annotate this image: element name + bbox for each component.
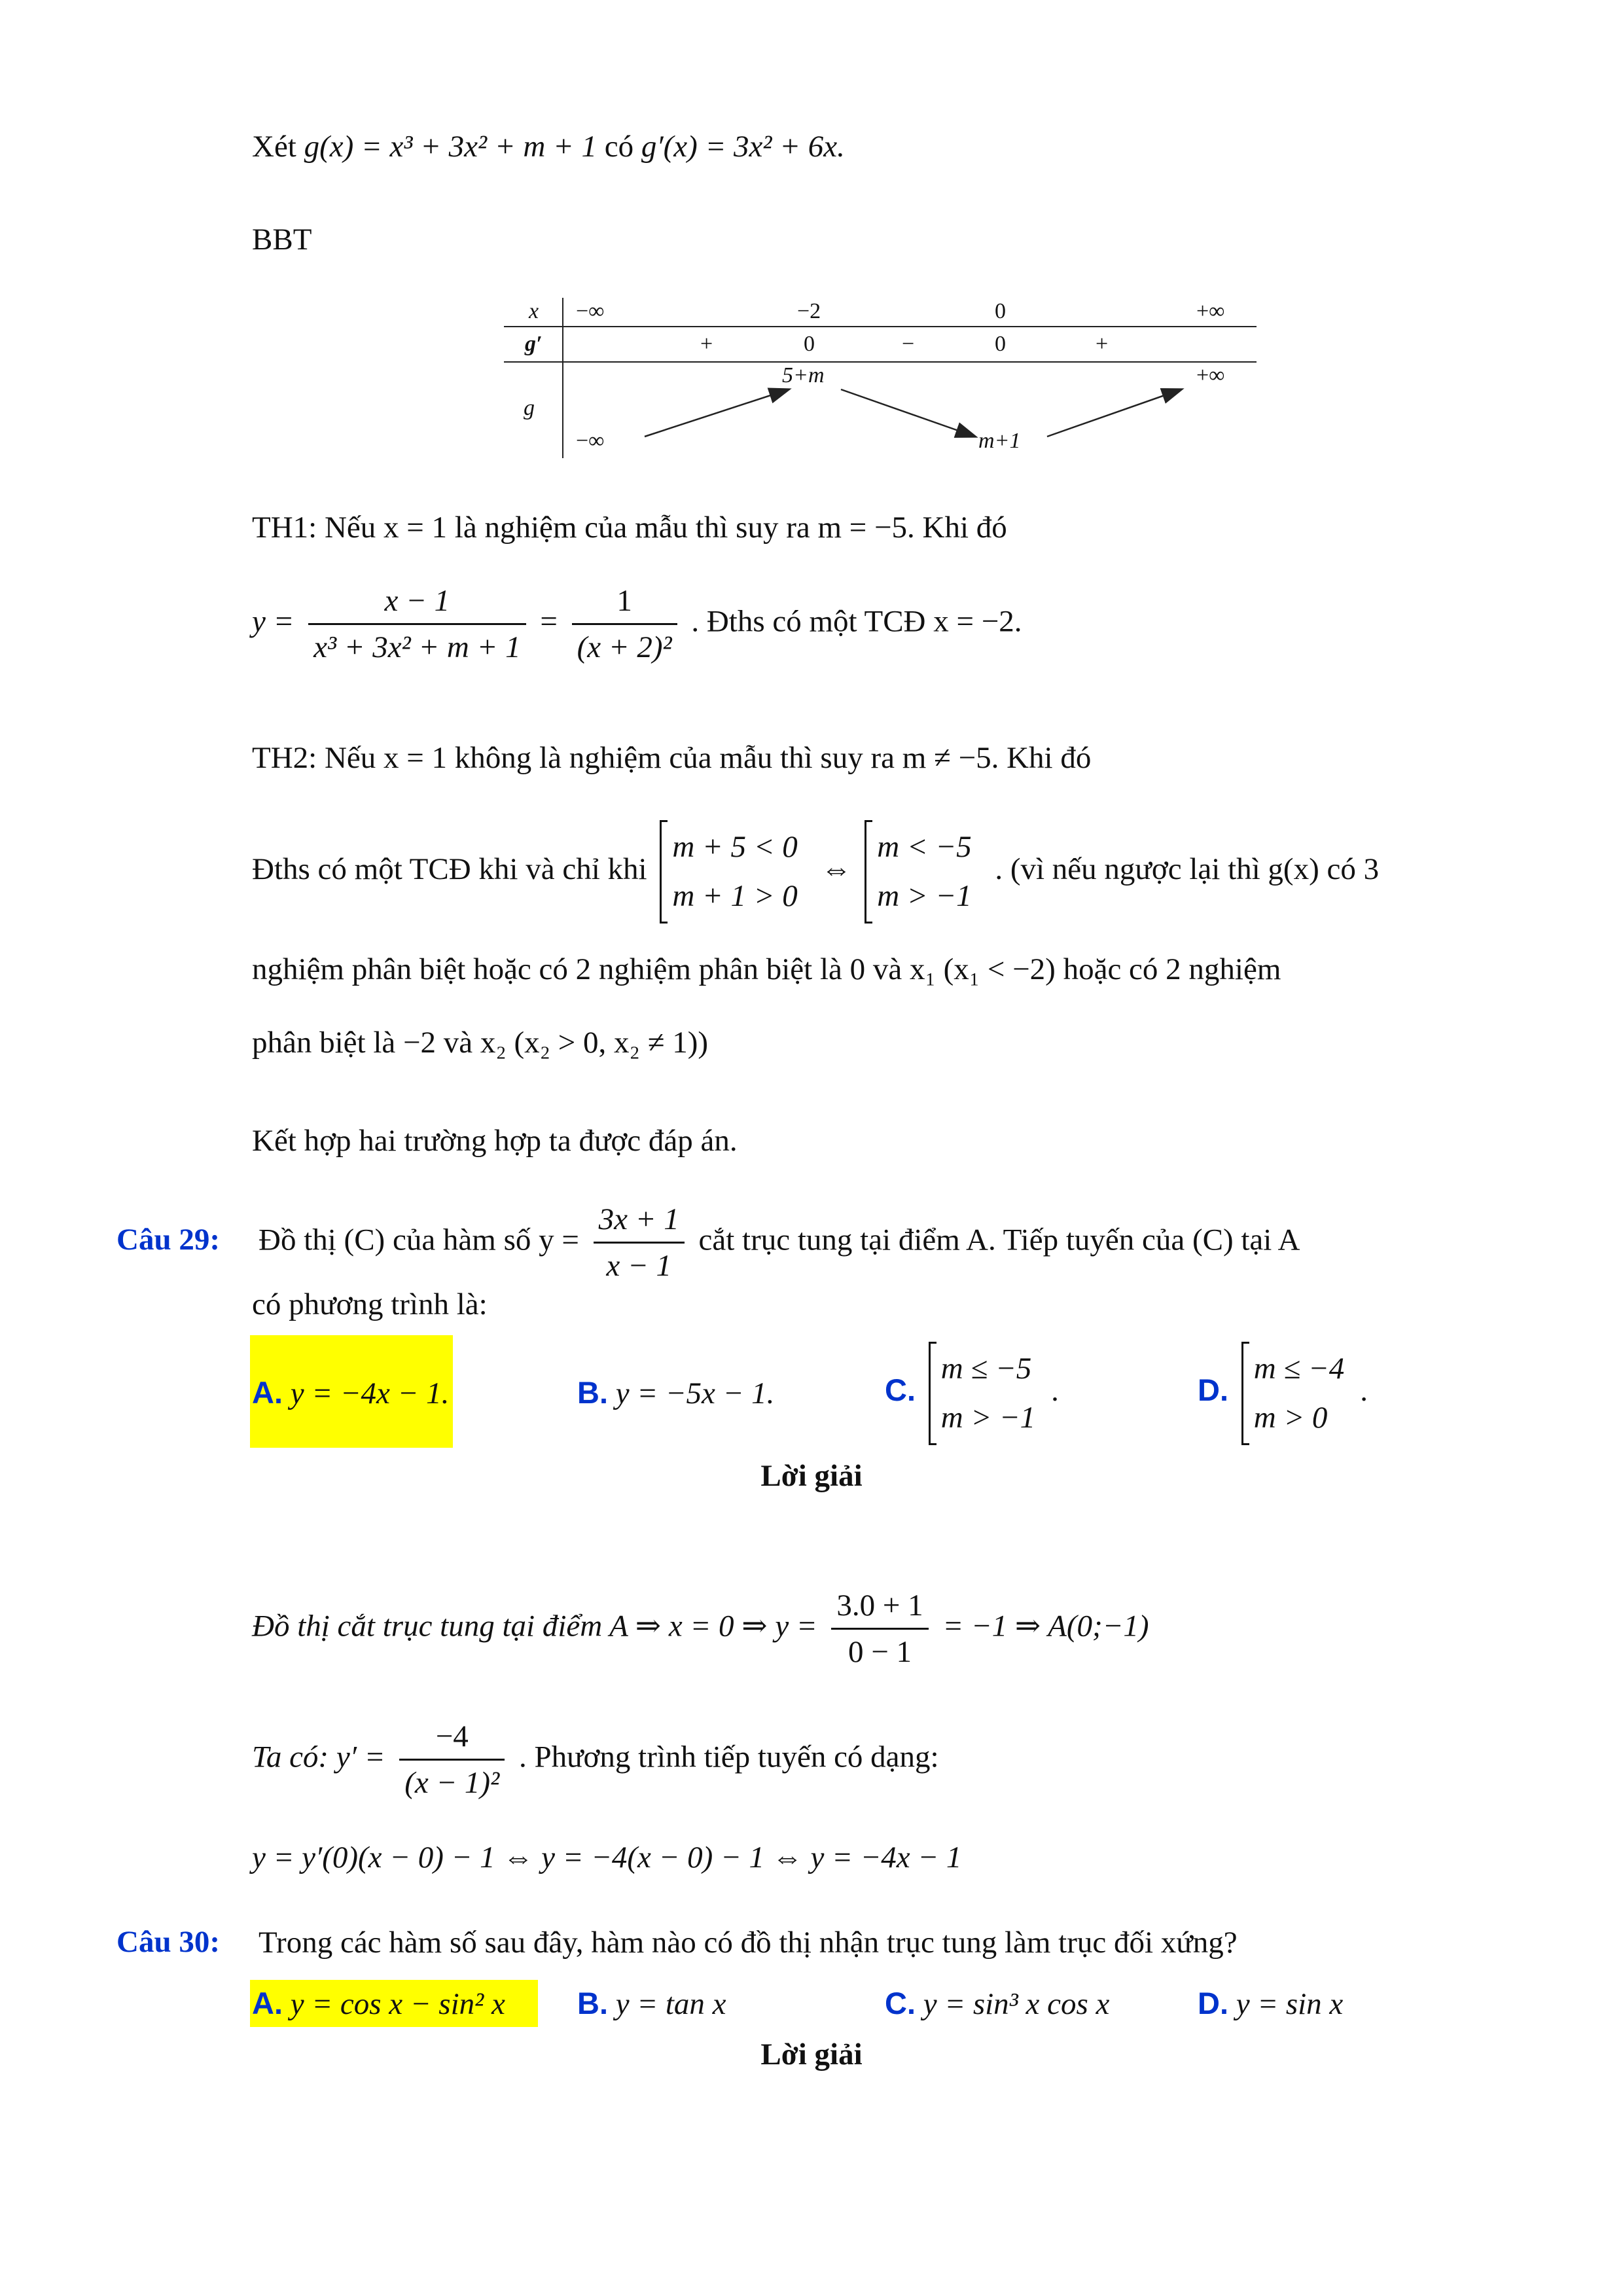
q29-sol2-frac bbox=[399, 1718, 505, 1802]
bbt-gp-plus-2: + bbox=[1096, 332, 1109, 356]
q30-c-label: C. bbox=[885, 1986, 916, 2020]
q29-sol3: y = y′(0)(x − 0) − 1 ⇔ y = −4(x − 0) − 1 ⇔ y = −4x − 1 bbox=[252, 1840, 962, 1874]
bbt-x-pos-inf: +∞ bbox=[1196, 299, 1225, 323]
q29-sol1-den: 0 − 1 bbox=[848, 1635, 912, 1670]
intro-line bbox=[252, 128, 845, 165]
cond-s2b: m > −1 bbox=[877, 879, 972, 914]
intro-gx: g(x) = x³ + 3x² + m + 1 bbox=[304, 130, 597, 164]
q29-sol1 bbox=[252, 1587, 1149, 1671]
q30-option-d[interactable] bbox=[1198, 1985, 1343, 2022]
q29-stem bbox=[259, 1201, 1300, 1285]
q30-number: Câu 30: bbox=[116, 1925, 220, 1959]
q29-pre: Đồ thị (C) của hàm số y = bbox=[259, 1223, 579, 1257]
arrow-down bbox=[841, 389, 975, 437]
th1-den1: x³ + 3x² + m + 1 bbox=[313, 630, 521, 665]
q29-sol1-num: 3.0 + 1 bbox=[831, 1587, 928, 1630]
cond-s1a: m + 5 < 0 bbox=[672, 830, 798, 864]
cond-line1 bbox=[252, 820, 1379, 924]
th1-tail: . Đths có một TCĐ x = −2. bbox=[691, 604, 1022, 639]
q29-a-label: A. bbox=[252, 1375, 283, 1410]
q29-sol1-pre: Đồ thị cắt trục tung tại điểm A ⇒ x = 0 ⇒ y = bbox=[252, 1609, 817, 1643]
variation-table-svg bbox=[504, 298, 1257, 458]
cond-system-1 bbox=[660, 820, 808, 924]
q29-c1: m ≤ −5 bbox=[940, 1352, 1032, 1386]
variation-table bbox=[504, 298, 1257, 458]
cond-line2: nghiệm phân biệt hoặc có 2 nghiệm phân biệt là 0 và x₁ (x₁ < −2) hoặc có 2 nghiệm bbox=[252, 952, 1281, 986]
q29-a-text: y = −4x − 1. bbox=[290, 1376, 450, 1410]
q29-c-label: C. bbox=[885, 1372, 916, 1407]
q30-c-text: y = sin³ x cos x bbox=[923, 1987, 1110, 2021]
q29-b-label: B. bbox=[577, 1375, 608, 1410]
q29-d1: m ≤ −4 bbox=[1253, 1352, 1345, 1386]
th1-y: y = bbox=[252, 604, 294, 639]
th1-num2: 1 bbox=[572, 583, 677, 625]
q29-loi-giai: Lời giải bbox=[760, 1459, 863, 1493]
bbt-g-neg-inf: −∞ bbox=[576, 429, 605, 453]
q29-option-b[interactable] bbox=[577, 1374, 774, 1412]
q30-b-text: y = tan x bbox=[615, 1987, 726, 2021]
ket-hop: Kết hợp hai trường hợp ta được đáp án. bbox=[252, 1124, 738, 1158]
q29-c-system bbox=[929, 1342, 1046, 1445]
cond-line3: phân biệt là −2 và x₂ (x₂ > 0, x₂ ≠ 1)) bbox=[252, 1026, 709, 1060]
bbt-gp-zero-2: 0 bbox=[995, 332, 1006, 356]
q30-option-c[interactable] bbox=[885, 1985, 1109, 2022]
bbt-gp-label: g′ bbox=[525, 332, 543, 356]
q29-post: cắt trục tung tại điểm A. Tiếp tuyến của (C) tại A bbox=[698, 1223, 1300, 1257]
th1-frac2 bbox=[572, 583, 677, 666]
q30-stem: Trong các hàm số sau đây, hàm nào có đồ thị nhận trục tung làm trục đối xứng? bbox=[259, 1926, 1238, 1960]
th1-den2: (x + 2)² bbox=[577, 630, 672, 665]
q29-c2: m > −1 bbox=[940, 1401, 1036, 1435]
bbt-g-label: g bbox=[524, 396, 535, 420]
q30-d-label: D. bbox=[1198, 1986, 1228, 2020]
q29-frac bbox=[594, 1201, 685, 1285]
intro-gpx: g′(x) = 3x² + 6x. bbox=[641, 130, 845, 164]
bbt-gp-minus: − bbox=[902, 332, 915, 356]
cond-post: . (vì nếu ngược lại thì g(x) có 3 bbox=[995, 852, 1380, 886]
bbt-gp-zero-1: 0 bbox=[804, 332, 815, 356]
th2-text: TH2: Nếu x = 1 không là nghiệm của mẫu thì suy ra m ≠ −5. Khi đó bbox=[252, 741, 1092, 775]
arrow-up-1 bbox=[645, 389, 789, 437]
q29-d-label: D. bbox=[1198, 1372, 1228, 1407]
q30-a-text: y = cos x − sin² x bbox=[290, 1987, 505, 2021]
bbt-gp-plus-1: + bbox=[700, 332, 713, 356]
q29-option-c[interactable]: C. m ≤ −5 m > −1 . bbox=[885, 1342, 1059, 1445]
bbt-x-minus2: −2 bbox=[797, 299, 821, 323]
q29-b-text: y = −5x − 1. bbox=[615, 1376, 775, 1410]
th1-frac1 bbox=[308, 583, 526, 666]
cond-pre: Đths có một TCĐ khi và chỉ khi bbox=[252, 852, 647, 886]
q30-a-label: A. bbox=[252, 1986, 283, 2020]
bbt-g-min: m+1 bbox=[978, 429, 1021, 453]
bbt-x-neg-inf: −∞ bbox=[576, 299, 605, 323]
q29-den: x − 1 bbox=[606, 1249, 671, 1283]
arrow-up-2 bbox=[1047, 389, 1181, 437]
q29-sol2-post: . Phương trình tiếp tuyến có dạng: bbox=[518, 1740, 939, 1774]
q30-d-text: y = sin x bbox=[1236, 1987, 1344, 2021]
bbt-g-pos-inf: +∞ bbox=[1196, 363, 1225, 387]
cond-s2a: m < −5 bbox=[877, 830, 972, 864]
q29-line2: có phương trình là: bbox=[252, 1287, 488, 1321]
cond-iff: ⇔ bbox=[821, 852, 852, 886]
q29-d2: m > 0 bbox=[1253, 1401, 1328, 1435]
q30-loi-giai: Lời giải bbox=[760, 2037, 863, 2072]
bbt-x-zero: 0 bbox=[995, 299, 1006, 323]
cond-system-2 bbox=[865, 820, 982, 924]
q30-option-a[interactable] bbox=[252, 1985, 505, 2022]
q29-option-a[interactable] bbox=[252, 1374, 449, 1412]
intro-xet: Xét bbox=[252, 130, 296, 164]
q30-option-b[interactable] bbox=[577, 1985, 726, 2022]
q30-b-label: B. bbox=[577, 1986, 608, 2020]
bbt-g-max: 5+m bbox=[782, 363, 825, 387]
q29-sol1-frac bbox=[831, 1587, 928, 1671]
q29-sol2-den: (x − 1)² bbox=[404, 1766, 500, 1801]
q29-sol1-post: = −1 ⇒ A(0;−1) bbox=[942, 1609, 1149, 1643]
q29-number: Câu 29: bbox=[116, 1223, 220, 1257]
q29-sol2-num: −4 bbox=[399, 1718, 505, 1761]
intro-co: có bbox=[604, 130, 634, 164]
q29-sol2 bbox=[252, 1718, 939, 1802]
cond-s1b: m + 1 > 0 bbox=[672, 879, 798, 914]
q29-d-system bbox=[1241, 1342, 1355, 1445]
bbt-label: BBT bbox=[252, 223, 312, 257]
q29-sol2-pre: Ta có: y′ = bbox=[252, 1740, 385, 1774]
q29-option-d[interactable]: D. m ≤ −4 m > 0 . bbox=[1198, 1342, 1368, 1445]
q29-num: 3x + 1 bbox=[594, 1201, 685, 1244]
bbt-x-label: x bbox=[529, 299, 539, 323]
th1-text: TH1: Nếu x = 1 là nghiệm của mẫu thì suy ra m = −5. Khi đó bbox=[252, 511, 1007, 545]
th1-num1: x − 1 bbox=[308, 583, 526, 625]
th1-formula: y = $\frac{x - 1}{\text{x³ + 3x² + m + 1}}$ = $\frac{1}{\text{(x + 2)²}}$ . Đths có một TCĐ x = −2. bbox=[252, 583, 1022, 666]
